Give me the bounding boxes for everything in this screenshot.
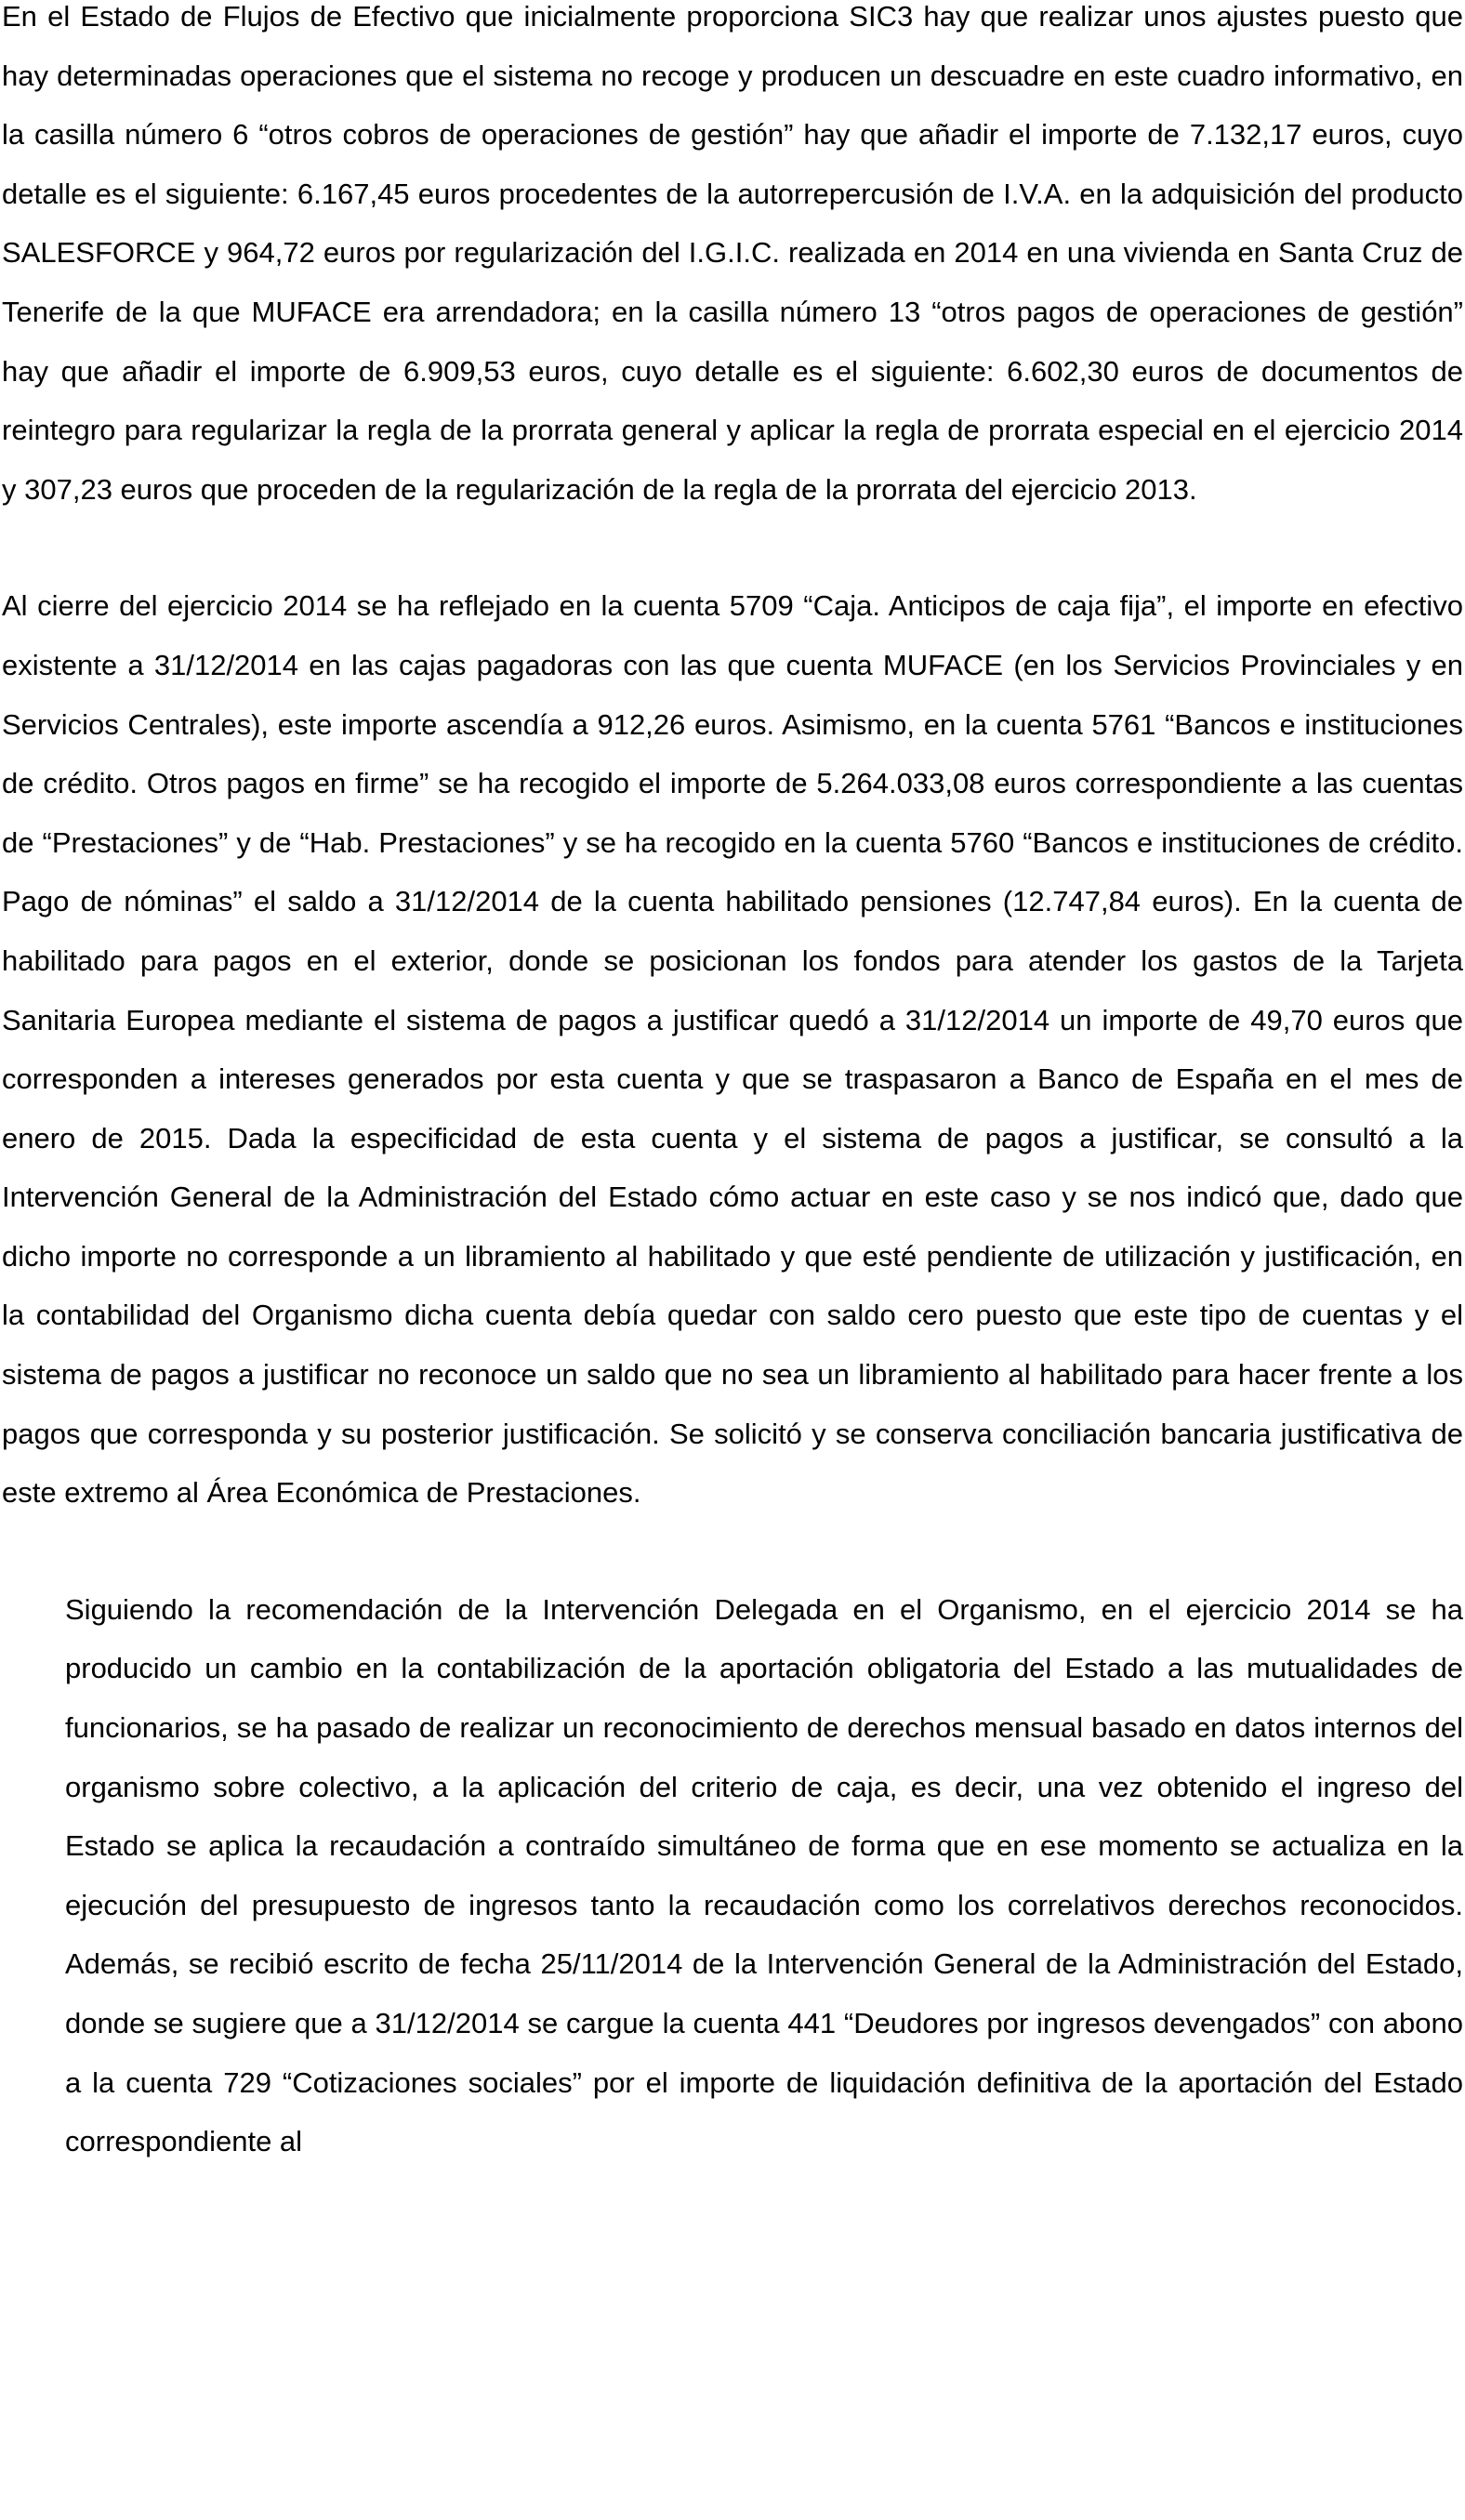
paragraph-intervencion-delegada: Siguiendo la recomendación de la Intervención Delegada en el Organismo, en el ejercicio 2014 se ha producido un cambio en la contabilización de la aportación obligatoria del Estado a las mutualidades de funcionarios, se ha pasado de realizar un reconocimiento de derechos mensual basado en datos internos del organismo sobre colectivo, a la aplicación del criterio de caja, es decir, una vez obtenido el ingreso del Estado se aplica la recaudación a contraído simultáneo de forma que en ese momento se actualiza en la ejecución del presupuesto de ingresos tanto la recaudación como los correlativos derechos reconocidos. Además, se recibió escrito de fecha 25/11/2014 de la Intervención General de la Administración del Estado, donde se sugiere que a 31/12/2014 se cargue la cuenta 441 “Deudores por ingresos devengados” con abono a la cuenta 729 “Cotizaciones sociales” por el importe de liquidación definitiva de la aportación del Estado correspondiente al: [65, 1592, 1463, 2158]
paragraph-flujos-efectivo: En el Estado de Flujos de Efectivo que inicialmente proporciona SIC3 hay que realizar unos ajustes puesto que hay determinadas operaciones que el sistema no recoge y producen un descuadre en este cuadro informativo, en la casilla número 6 “otros cobros de operaciones de gestión” hay que añadir el importe de 7.132,17 euros, cuyo detalle es el siguiente: 6.167,45 euros procedentes de la autorrepercusión de I.V.A. en la adquisición del producto SALESFORCE y 964,72 euros por regularización del I.G.I.C. realizada en 2014 en una vivienda en Santa Cruz de Tenerife de la que MUFACE era arrendadora; en la casilla número 13 “otros pagos de operaciones de gestión” hay que añadir el importe de 6.909,53 euros, cuyo detalle es el siguiente: 6.602,30 euros de documentos de reintegro para regularizar la regla de la prorrata general y aplicar la regla de prorrata especial en el ejercicio 2014 y 307,23 euros que proceden de la regularización de la regla de la prorrata del ejercicio 2013.: [2, 0, 1463, 506]
paragraph-cierre-ejercicio: Al cierre del ejercicio 2014 se ha reflejado en la cuenta 5709 “Caja. Anticipos de caja fija”, el importe en efectivo existente a 31/12/2014 en las cajas pagadoras con las que cuenta MUFACE (en los Servicios Provinciales y en Servicios Centrales), este importe ascendía a 912,26 euros. Asimismo, en la cuenta 5761 “Bancos e instituciones de crédito. Otros pagos en firme” se ha recogido el importe de 5.264.033,08 euros correspondiente a las cuentas de “Prestaciones” y de “Hab. Prestaciones” y se ha recogido en la cuenta 5760 “Bancos e instituciones de crédito. Pago de nóminas” el saldo a 31/12/2014 de la cuenta habilitado pensiones (12.747,84 euros). En la cuenta de habilitado para pagos en el exterior, donde se posicionan los fondos para atender los gastos de la Tarjeta Sanitaria Europea mediante el sistema de pagos a justificar quedó a 31/12/2014 un importe de 49,70 euros que corresponden a intereses generados por esta cuenta y que se traspasaron a Banco de España en el mes de enero de 2015. Dada la especificidad de esta cuenta y el sistema de pagos a justificar, se consultó a la Intervención General de la Administración del Estado cómo actuar en este caso y se nos indicó que, dado que dicho importe no corresponde a un libramiento al habilitado y que esté pendiente de utilización y justificación, en la contabilidad del Organismo dicha cuenta debía quedar con saldo cero puesto que este tipo de cuentas y el sistema de pagos a justificar no reconoce un saldo que no sea un libramiento al habilitado para hacer frente a los pagos que corresponda y su posterior justificación. Se solicitó y se conserva conciliación bancaria justificativa de este extremo al Área Económica de Prestaciones.: [2, 589, 1463, 1510]
